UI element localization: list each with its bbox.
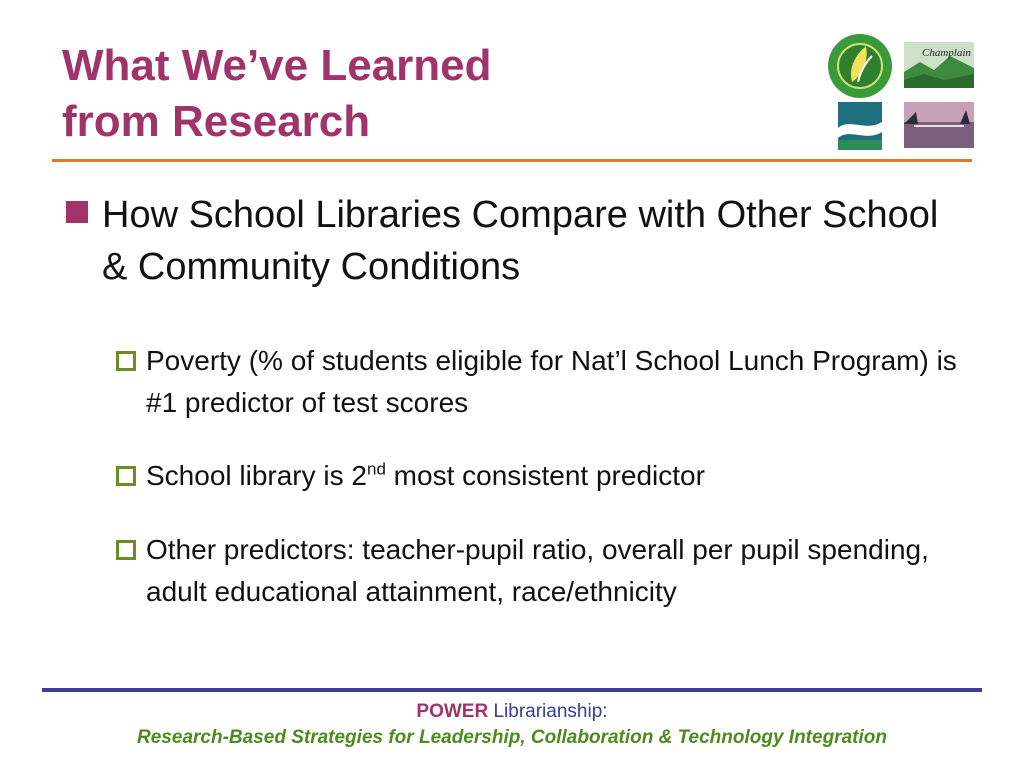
champlain-logo	[904, 42, 974, 88]
bullet-square-icon	[66, 201, 88, 223]
main-bullet-text: How School Libraries Compare with Other School & Community Conditions	[102, 194, 939, 288]
checkbox-bullet-icon	[116, 466, 136, 486]
footer-power: POWER	[416, 701, 489, 722]
sub-bullet-text-part: School library is 2	[146, 460, 367, 491]
sub-bullet	[116, 529, 966, 613]
checkbox-bullet-icon	[116, 351, 136, 371]
footer-divider	[42, 688, 982, 692]
ordinal-superscript: nd	[366, 459, 386, 479]
checkbox-bullet-icon	[116, 540, 136, 560]
main-bullet	[66, 189, 966, 293]
logo-group	[826, 32, 976, 152]
footer-title	[0, 700, 1024, 724]
road-logo	[838, 102, 882, 150]
slide-title-line-1: What We’ve Learned	[62, 41, 492, 90]
footer-subtitle: Research-Based Strategies for Leadership, Collaboration & Technology Integration	[137, 727, 887, 748]
title-divider	[52, 159, 972, 162]
sub-bullet-text: Poverty (% of students eligible for Nat’l School Lunch Program) is #1 predictor of test scores	[146, 345, 957, 418]
lake-photo	[904, 102, 974, 148]
footer-colon: :	[602, 701, 608, 722]
slide-title	[62, 38, 492, 150]
sub-bullet	[116, 455, 966, 497]
sub-bullet	[116, 340, 966, 424]
slide-title-line-2: from Research	[62, 97, 371, 146]
leaf-seal-logo	[826, 32, 894, 100]
champlain-logo-text: Champlain	[922, 47, 971, 59]
sub-bullet-text-part: most consistent predictor	[385, 460, 705, 491]
footer-librarianship: Librarianship	[488, 701, 603, 722]
sub-bullet-text: Other predictors: teacher-pupil ratio, overall per pupil spending, adult educational attainment, race/ethnicity	[146, 534, 929, 607]
sub-bullet-text	[146, 455, 966, 497]
